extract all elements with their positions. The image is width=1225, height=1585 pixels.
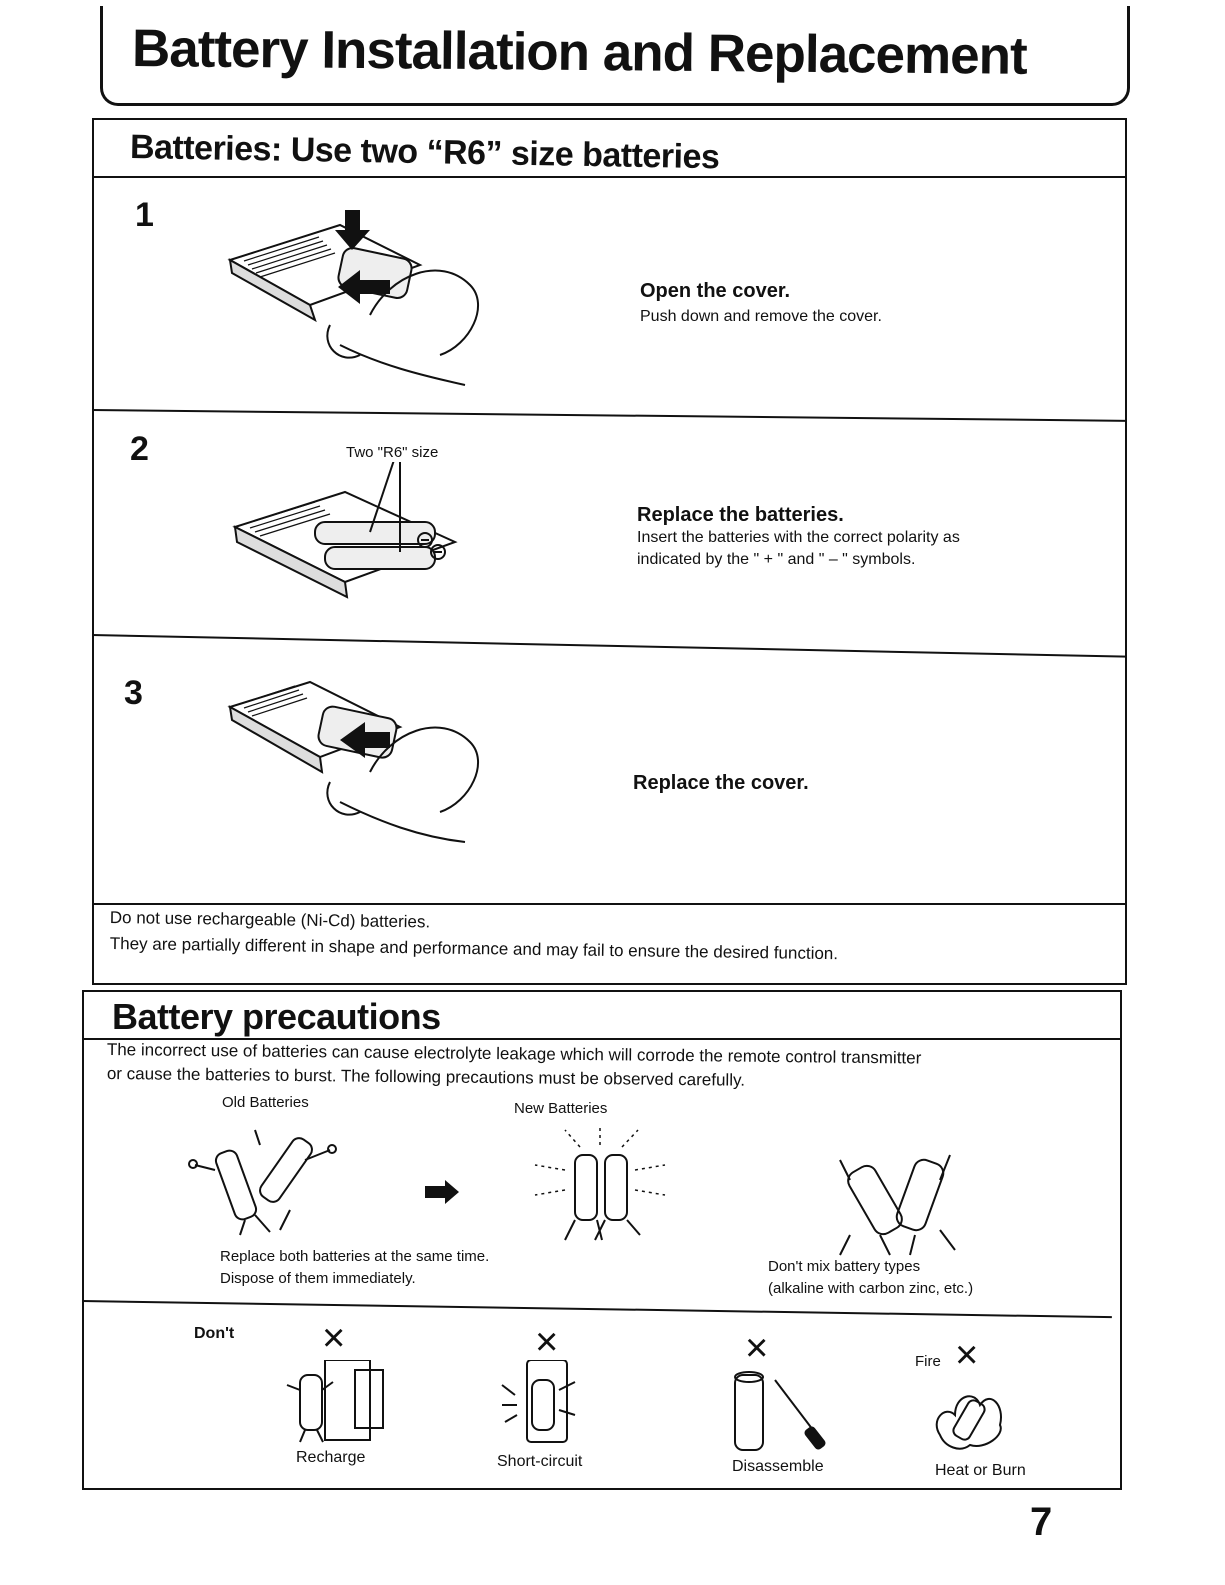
new-batteries-illustration: [530, 1125, 670, 1250]
step-2-body-line-1: Insert the batteries with the correct polarity as: [637, 529, 960, 546]
x-icon-disassemble: ×: [745, 1326, 769, 1370]
disassemble-illustration: [725, 1365, 835, 1455]
replace-both-line-1: Replace both batteries at the same time.: [220, 1248, 490, 1265]
step-3-illustration: [220, 672, 500, 862]
step-3-number: 3: [124, 674, 143, 712]
recharge-label: Recharge: [296, 1449, 366, 1466]
heading-underline: [92, 176, 1127, 178]
note-line-2: They are partially different in shape and performance and may fail to ensure the desired function.: [109, 933, 839, 964]
disassemble-label: Disassemble: [732, 1458, 824, 1475]
page-title: Battery Installation and Replacement: [131, 19, 1027, 86]
fire-illustration: [925, 1375, 1015, 1455]
short-circuit-illustration: [497, 1360, 582, 1445]
step-2-title: Replace the batteries.: [637, 504, 844, 526]
precautions-intro-line-1: The incorrect use of batteries can cause electrolyte leakage which will corrode the remote control transmitter: [106, 1039, 922, 1068]
mixed-batteries-illustration: [820, 1145, 970, 1260]
remote-control-illustration: [230, 225, 478, 385]
step-1-title: Open the cover.: [640, 280, 791, 302]
page-number: 7: [1030, 1500, 1053, 1544]
arrow-right-icon: [425, 1180, 461, 1204]
step-1-number: 1: [135, 196, 154, 234]
dont-mix-line-1: Don't mix battery types: [768, 1258, 921, 1275]
x-icon-fire: ×: [955, 1333, 979, 1377]
step-2-body-line-2: indicated by the " + " and " – " symbols.: [637, 551, 916, 568]
x-icon-recharge: ×: [322, 1316, 346, 1360]
section-heading: Batteries: Use two “R6” size batteries: [129, 128, 720, 177]
step-1-illustration: [220, 205, 500, 405]
step-2-illustration: [225, 462, 475, 612]
precautions-intro-line-2: or cause the batteries to burst. The following precautions must be observed carefully.: [106, 1063, 746, 1090]
note-line-1: Do not use rechargeable (Ni-Cd) batteries.: [109, 907, 431, 932]
step-3-title: Replace the cover.: [633, 772, 809, 794]
step-2-illustration-label: Two "R6" size: [346, 444, 439, 461]
step-2-number: 2: [130, 430, 149, 468]
step-1-body: Push down and remove the cover.: [640, 308, 882, 325]
dont-mix-line-2: (alkaline with carbon zinc, etc.): [768, 1280, 974, 1297]
precautions-heading: Battery precautions: [112, 996, 441, 1037]
heat-or-burn-label: Heat or Burn: [935, 1462, 1026, 1479]
replace-both-line-2: Dispose of them immediately.: [220, 1270, 416, 1287]
battery-compartment-illustration: [235, 462, 455, 597]
new-batteries-label: New Batteries: [514, 1100, 608, 1117]
dont-label: Don't: [194, 1325, 235, 1342]
x-icon-short-circuit: ×: [535, 1320, 559, 1364]
old-batteries-illustration: [185, 1120, 345, 1240]
old-batteries-label: Old Batteries: [222, 1094, 309, 1111]
short-circuit-label: Short-circuit: [497, 1453, 583, 1470]
fire-label: Fire: [915, 1353, 941, 1370]
recharge-illustration: [285, 1360, 395, 1445]
remote-control-illustration: [230, 682, 478, 842]
